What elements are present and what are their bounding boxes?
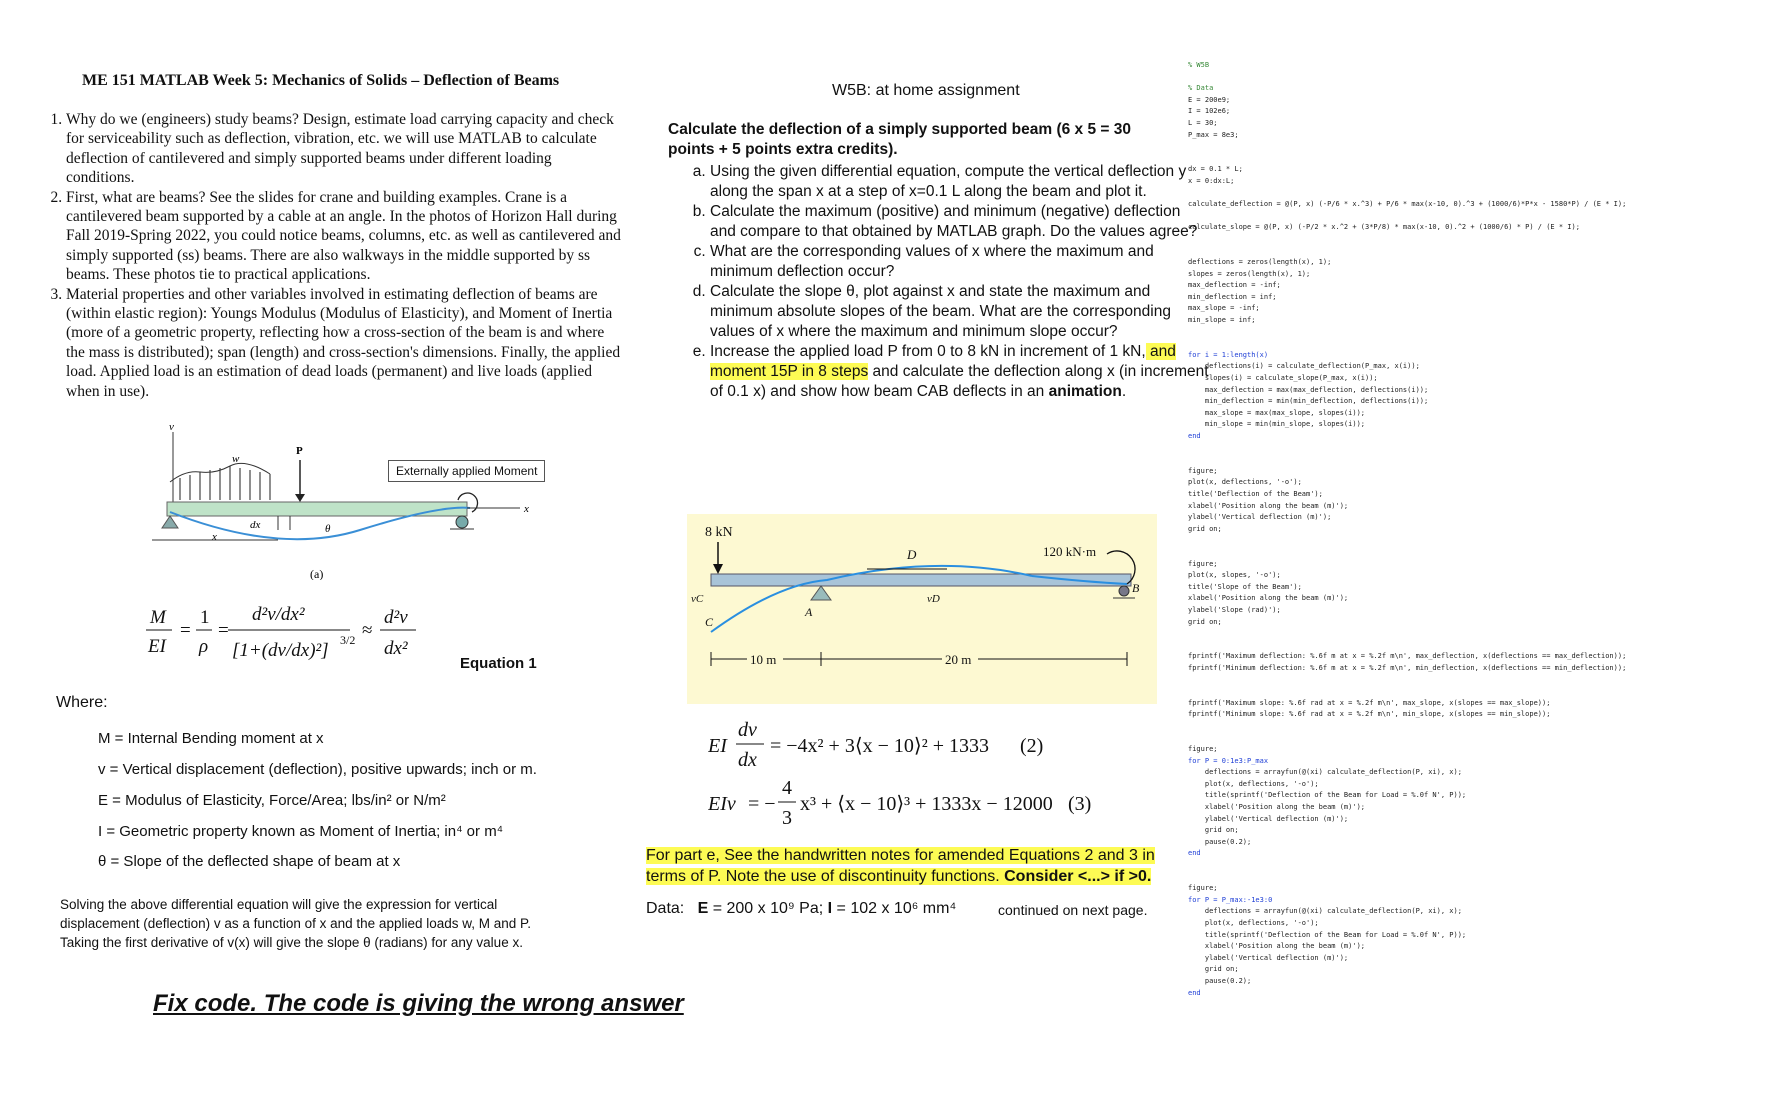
part-a: a. Using the given differential equation, compute the vertical deflection y along the span x at a step of x=0.1 L along the beam and plot it. xyxy=(710,162,1210,202)
code-line: xlabel('Position along the beam (m)'); xyxy=(1188,803,1366,811)
dx-label: dx xyxy=(250,519,261,531)
code-line: fprintf('Maximum deflection: %.6f m at x = %.2f m\n', max_deflection, x(deflections == max_deflection)); xyxy=(1188,652,1627,661)
assignment-parts xyxy=(668,162,1210,402)
code-line: deflections = arrayfun(@(xi) calculate_deflection(P, xi), x); xyxy=(1188,907,1462,916)
equation-2 xyxy=(708,714,1128,774)
code-line: calculate_slope = @(P, x) (-P/2 * x.^2 + (3*P/8) * max(x-10, 0).^2 + (1000/6) * P) / (E * I); xyxy=(1188,223,1580,232)
code-line: I = 102e6; xyxy=(1188,107,1231,116)
code-line xyxy=(1188,153,1773,165)
definition-item: M = Internal Bending moment at x xyxy=(98,730,324,747)
external-moment-label: Externally applied Moment xyxy=(388,460,545,482)
svg-text:1: 1 xyxy=(200,607,210,628)
code-line xyxy=(1188,211,1773,223)
code-line: ylabel('Vertical deflection (m)'); xyxy=(1188,513,1332,522)
equation-label: Equation 1 xyxy=(460,655,537,672)
code-line: ylabel('Vertical deflection (m)'); xyxy=(1188,814,1349,823)
code-line: deflections = arrayfun(@(xi) calculate_deflection(P, xi), x); xyxy=(1188,768,1462,777)
code-line xyxy=(1188,721,1773,733)
list-item: 3. Material properties and other variables involved in estimating deflection of beams are (within elastic region): Youngs Modulus (Modulus of Elasticity), and Moment of Inertia (more of a geometric property, reflecting how a cross-section of the beam is and where the mass is distributed); span (length) and cross-section's dimensions. Finally, the applied load. Applied load is an estimation of dead loads (permanent) and live loads (applied when in use). xyxy=(66,285,621,401)
list-item: 2. First, what are beams? See the slides for crane and building examples. Crane is a cantilevered beam supported by a cable at an angle. In the photos of Horizon Hall during Fall 2019-Spring 2022, you could notice beams, columns, etc. as well as cantilevered and simply supported (ss) beams. There are also walkways in the middle supported by ss beams. These photos tie to practical applications. xyxy=(66,188,621,285)
code-line: pause(0.2); xyxy=(1188,837,1252,846)
svg-text:=: = xyxy=(180,620,191,641)
code-line xyxy=(1188,246,1773,258)
matlab-code xyxy=(1188,60,1773,999)
code-line xyxy=(1188,338,1773,350)
code-line xyxy=(1188,327,1773,339)
code-line xyxy=(1188,686,1773,698)
code-line: deflections = zeros(length(x), 1); xyxy=(1188,258,1332,267)
code-line: % W5B xyxy=(1188,61,1210,69)
where-label: Where: xyxy=(56,694,108,711)
code-line: title('Deflection of the Beam'); xyxy=(1188,489,1323,498)
data-line: Data: E = 200 x 10⁹ Pa; I = 102 x 10⁶ mm⁴ xyxy=(646,900,957,917)
code-line: fprintf('Minimum slope: %.6f rad at x = %.2f m\n', min_slope, x(slopes == min_slope)); xyxy=(1188,710,1551,719)
code-line: L = 30; xyxy=(1188,118,1218,127)
fix-code-note: Fix code. The code is giving the wrong answer xyxy=(153,990,684,1017)
code-line: min_slope = inf; xyxy=(1188,316,1256,325)
svg-text:d²v/dx²: d²v/dx² xyxy=(252,604,305,625)
code-line: pause(0.2); xyxy=(1188,976,1252,985)
code-line: figure; xyxy=(1188,559,1218,568)
distributed-load-arrows xyxy=(180,466,270,500)
vc-label: vC xyxy=(691,593,704,605)
code-line: calculate_deflection = @(P, x) (-P/6 * x.^3) + P/6 * max(x-10, 0).^3 + (1000/6)*P*x - 1580*P) / (E * I); xyxy=(1188,200,1627,209)
code-line: title(sprintf('Deflection of the Beam for Load = %.0f N', P)); xyxy=(1188,930,1467,939)
code-line: min_deflection = min(min_deflection, deflections(i)); xyxy=(1188,397,1429,406)
code-line: max_slope = -inf; xyxy=(1188,304,1260,313)
support-b xyxy=(1119,586,1129,596)
code-line: max_slope = max(max_slope, slopes(i)); xyxy=(1188,408,1366,417)
svg-text:d²v: d²v xyxy=(384,607,408,628)
code-line xyxy=(1188,547,1773,559)
code-line: % Data xyxy=(1188,84,1214,93)
point-d-label: D xyxy=(907,547,917,562)
pin-support xyxy=(162,516,178,528)
code-line: title('Slope of the Beam'); xyxy=(1188,582,1302,591)
part-b: b. Calculate the maximum (positive) and minimum (negative) deflection and compare to that obtained by MATLAB graph. Do the values agree? xyxy=(710,202,1210,242)
code-line: xlabel('Position along the beam (m)'); xyxy=(1188,594,1349,603)
code-line: grid on; xyxy=(1188,524,1222,533)
code-line: grid on; xyxy=(1188,965,1239,974)
code-line: deflections(i) = calculate_deflection(P_max, x(i)); xyxy=(1188,362,1420,371)
code-line xyxy=(1188,443,1773,455)
p-label: P xyxy=(296,445,303,457)
svg-text:M: M xyxy=(150,607,166,628)
code-line xyxy=(1188,72,1773,84)
svg-text:dx: dx xyxy=(738,749,757,771)
figure-caption: (a) xyxy=(310,567,324,580)
svg-text:EI: EI xyxy=(148,636,166,657)
code-line: end xyxy=(1188,849,1201,858)
code-line: P_max = 8e3; xyxy=(1188,130,1239,139)
continued-note: continued on next page. xyxy=(998,902,1148,918)
span-2-label: 20 m xyxy=(945,652,972,667)
code-line: fprintf('Minimum deflection: %.6f m at x = %.2f m\n', min_deflection, x(deflections == min_deflection)); xyxy=(1188,663,1627,672)
code-line: min_deflection = inf; xyxy=(1188,292,1277,301)
v-axis-label: v xyxy=(169,421,174,433)
svg-text:=: = xyxy=(218,620,229,641)
theta-label: θ xyxy=(325,523,331,535)
svg-text:dv: dv xyxy=(738,719,757,741)
code-line: min_slope = min(min_slope, slopes(i)); xyxy=(1188,420,1366,429)
code-line: max_deflection = max(max_deflection, deflections(i)); xyxy=(1188,385,1429,394)
beam-cab-figure xyxy=(687,514,1157,704)
highlight: and moment 15P in 8 steps xyxy=(710,343,1176,380)
page-title: ME 151 MATLAB Week 5: Mechanics of Solids – Deflection of Beams xyxy=(82,72,560,89)
code-line xyxy=(1188,188,1773,200)
code-line: max_deflection = -inf; xyxy=(1188,281,1281,290)
part-c: c. What are the corresponding values of x where the maximum and minimum deflection occur? xyxy=(710,242,1210,282)
code-line: xlabel('Position along the beam (m)'); xyxy=(1188,942,1366,951)
code-line: ylabel('Vertical deflection (m)'); xyxy=(1188,953,1349,962)
x-axis-label: x xyxy=(524,503,529,515)
part-d: d. Calculate the slope θ, plot against x and state the maximum and minimum absolute slopes of the beam. What are the corresponding values of x where the maximum and minimum slope occur? xyxy=(710,282,1210,342)
code-line: dx = 0.1 * L; xyxy=(1188,165,1243,174)
code-line: E = 200e9; xyxy=(1188,95,1231,104)
equation-1 xyxy=(140,598,440,668)
code-line xyxy=(1188,141,1773,153)
vd-label: vD xyxy=(927,593,940,605)
eq3-tag: (3) xyxy=(1068,793,1092,815)
support-a xyxy=(811,586,831,600)
code-line: end xyxy=(1188,432,1201,440)
svg-text:dx²: dx² xyxy=(384,638,408,659)
code-line: for P = 0:1e3:P_max xyxy=(1188,756,1269,765)
part-e-note: For part e, See the handwritten notes for amended Equations 2 and 3 in terms of P. Note the use of discontinuity functions. Consider <...> if >0. xyxy=(646,847,1155,885)
list-item: 1. Why do we (engineers) study beams? Design, estimate load carrying capacity and check for serviceability such as deflection, vibration, etc. we will use MATLAB to calculate deflection of cantilevered and simply supported beams under different loading conditions. xyxy=(66,110,621,188)
svg-text:3/2: 3/2 xyxy=(340,633,356,647)
svg-text:x³ + ⟨x − 10⟩³ + 1333x − 12000: x³ + ⟨x − 10⟩³ + 1333x − 12000 xyxy=(800,793,1053,815)
assignment-intro: Calculate the deflection of a simply supported beam (6 x 5 = 30 points + 5 points extra credits). xyxy=(668,121,1131,158)
code-line: slopes(i) = calculate_slope(P_max, x(i)); xyxy=(1188,374,1378,383)
definition-item: θ = Slope of the deflected shape of beam at x xyxy=(98,853,401,870)
svg-text:EIv: EIv xyxy=(708,793,736,815)
span-1-label: 10 m xyxy=(750,652,777,667)
moment-label: 120 kN·m xyxy=(1043,544,1097,559)
code-line: ylabel('Slope (rad)'); xyxy=(1188,605,1281,614)
definition-item: E = Modulus of Elasticity, Force/Area; lbs/in² or N/m² xyxy=(98,792,446,809)
code-line xyxy=(1188,732,1773,744)
code-line: plot(x, deflections, '-o'); xyxy=(1188,779,1319,788)
code-line: plot(x, slopes, '-o'); xyxy=(1188,571,1281,580)
load-label: 8 kN xyxy=(705,525,733,540)
svg-text:EI: EI xyxy=(708,735,727,757)
code-line: for P = P_max:-1e3:0 xyxy=(1188,895,1273,904)
beam-figure-a xyxy=(140,420,560,580)
code-line: end xyxy=(1188,988,1201,997)
x-label: x xyxy=(212,531,217,543)
code-line: fprintf('Maximum slope: %.6f rad at x = %.2f m\n', max_slope, x(slopes == max_slope)); xyxy=(1188,698,1551,707)
eq2-tag: (2) xyxy=(1020,735,1044,757)
definition-item: v = Vertical displacement (deflection), positive upwards; inch or m. xyxy=(98,761,537,778)
code-line: x = 0:dx:L; xyxy=(1188,176,1235,185)
code-line: grid on; xyxy=(1188,617,1222,626)
definition-item: I = Geometric property known as Moment of Inertia; in⁴ or m⁴ xyxy=(98,823,504,840)
svg-text:≈: ≈ xyxy=(362,620,373,641)
code-line xyxy=(1188,535,1773,547)
svg-text:= −: = − xyxy=(748,793,776,815)
code-line: title(sprintf('Deflection of the Beam for Load = %.0f N', P)); xyxy=(1188,791,1467,800)
code-line xyxy=(1188,860,1773,872)
code-line: grid on; xyxy=(1188,826,1239,835)
code-line xyxy=(1188,872,1773,884)
svg-text:= −4x² + 3⟨x − 10⟩² + 1333: = −4x² + 3⟨x − 10⟩² + 1333 xyxy=(770,735,989,757)
svg-text:4: 4 xyxy=(782,777,792,799)
code-line xyxy=(1188,674,1773,686)
code-line: plot(x, deflections, '-o'); xyxy=(1188,478,1302,487)
roller-support xyxy=(456,516,468,528)
w-label: w xyxy=(232,453,240,465)
code-line: xlabel('Position along the beam (m)'); xyxy=(1188,501,1349,510)
code-line xyxy=(1188,234,1773,246)
equation-3 xyxy=(708,772,1128,832)
part-e: e. Increase the applied load P from 0 to 8 kN in increment of 1 kN, and moment 15P in 8 steps and calculate the deflection along x (in increment of 0.1 x) and show how beam CAB deflects in an animation. xyxy=(710,342,1210,402)
point-a-label: A xyxy=(805,605,813,619)
code-line xyxy=(1188,454,1773,466)
code-line xyxy=(1188,640,1773,652)
code-line: figure; xyxy=(1188,745,1218,754)
assignment-heading: W5B: at home assignment xyxy=(832,82,1020,99)
svg-text:[1+(dv/dx)²]: [1+(dv/dx)²] xyxy=(232,640,329,661)
code-line: figure; xyxy=(1188,884,1218,893)
point-b-label: B xyxy=(1132,581,1140,595)
svg-text:ρ: ρ xyxy=(199,636,209,657)
code-line: for i = 1:length(x) xyxy=(1188,350,1269,359)
intro-list xyxy=(40,110,621,401)
point-c-label: C xyxy=(705,615,714,629)
code-line: plot(x, deflections, '-o'); xyxy=(1188,918,1319,927)
code-line: slopes = zeros(length(x), 1); xyxy=(1188,269,1311,278)
svg-text:3: 3 xyxy=(782,807,792,829)
code-line: figure; xyxy=(1188,466,1218,475)
solving-paragraph: Solving the above differential equation will give the expression for vertical displacement (deflection) v as a function of x and the applied loads w, M and P. Taking the first derivative of v(x) will give the slope θ (radians) for any value x. xyxy=(60,897,532,950)
code-line xyxy=(1188,628,1773,640)
